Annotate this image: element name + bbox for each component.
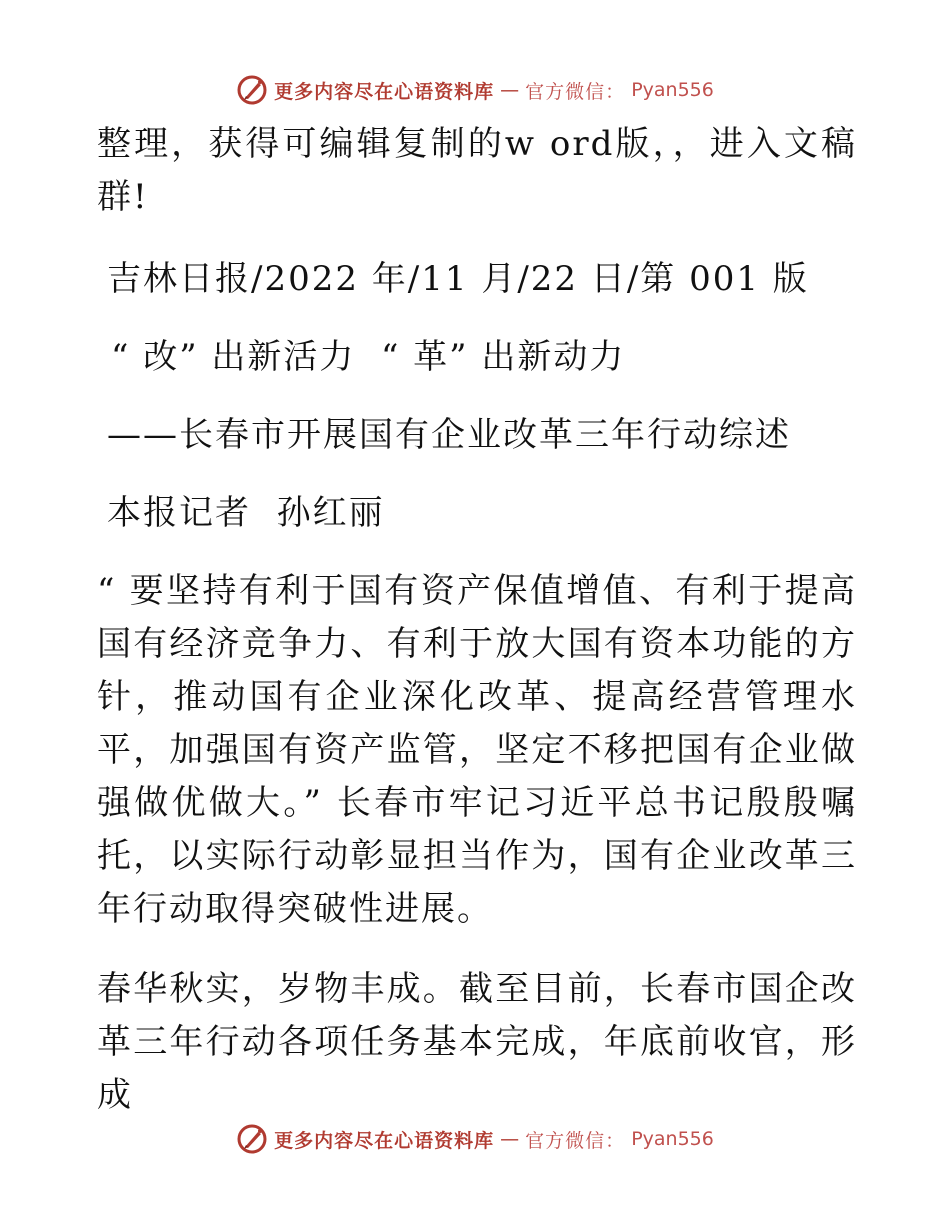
subheadline: ——长春市开展国有企业改革三年行动综述: [107, 415, 791, 455]
watermark-dash: —: [500, 1128, 520, 1150]
watermark-header: [0, 70, 950, 110]
watermark-dash: —: [500, 79, 520, 101]
watermark-wechat-label: 官方微信：: [525, 80, 626, 103]
quill-seal-icon: [236, 74, 268, 106]
intro-line: 整理，获得可编辑复制的w ord版，，进入文稿群!: [97, 124, 857, 217]
paragraph-1: “ 要坚持有利于国有资产保值增值、有利于提高国有经济竞争力、有利于放大国有资本功能的方针，推动国有企业深化改革、提高经营管理水平，加强国有资产监管，坚定不移把国有企业做强做优做大。” 长春市牢记习近平总书记殷殷嘱托，以实际行动彰显担当作为，国有企业改革三年行动取得突破性进展。: [97, 571, 857, 929]
headline: “ 改” 出新活力 “ 革” 出新动力: [111, 337, 626, 377]
watermark-main-text: 更多内容尽在心语资料库: [274, 80, 495, 103]
watermark-wechat-id: Pyan556: [631, 1128, 714, 1150]
quill-seal-icon: [236, 1123, 268, 1155]
document-body: [97, 118, 857, 1122]
watermark-wechat-id: Pyan556: [631, 79, 714, 101]
watermark-main-text: 更多内容尽在心语资料库: [274, 1129, 495, 1152]
source-line: 吉林日报/2022 年/11 月/22 日/第 001 版: [107, 259, 809, 299]
paragraph-2: 春华秋实，岁物丰成。截至目前，长春市国企改革三年行动各项任务基本完成，年底前收官，形成: [97, 969, 857, 1115]
watermark-wechat-label: 官方微信：: [525, 1129, 626, 1152]
byline: 本报记者 孙红丽: [107, 493, 385, 533]
watermark-footer: [0, 1119, 950, 1159]
